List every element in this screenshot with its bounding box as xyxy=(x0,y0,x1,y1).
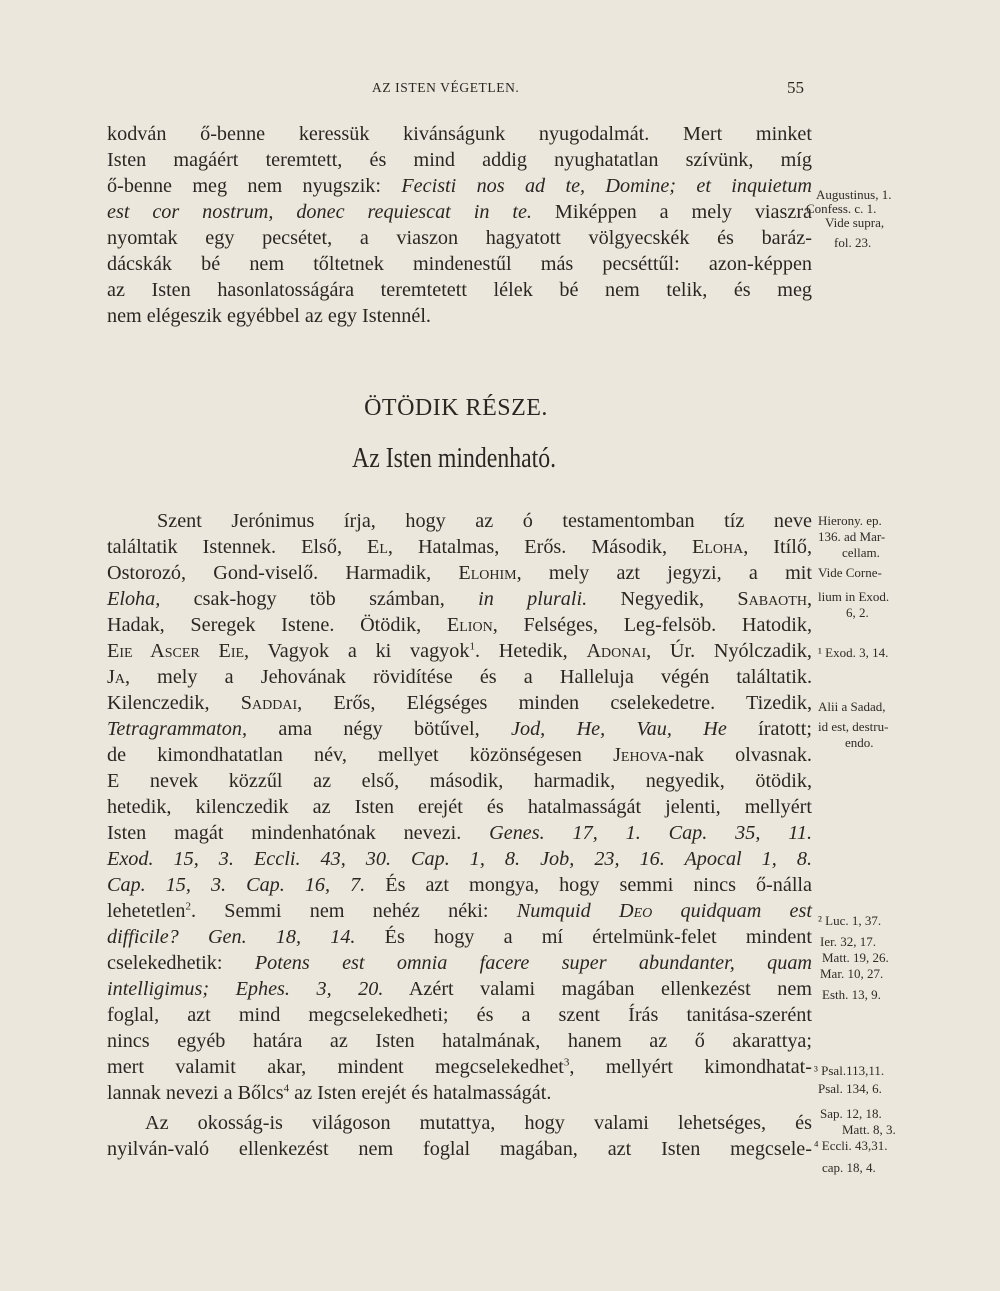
text-line: Kilenczedik, Saddai, Erős, Elégséges minden cselekedetre. Tizedik, xyxy=(107,692,812,714)
text-line: Eloha, csak-hogy töb számban, in plurali. Negyedik, Sabaoth, xyxy=(107,588,812,610)
text-line: Hadak, Seregek Istene. Ötödik, Elion, Felséges, Leg-felsöb. Hatodik, xyxy=(107,614,812,636)
text-line: Cap. 15, 3. Cap. 16, 7. És azt mongya, hogy semmi nincs ő-nálla xyxy=(107,874,813,896)
text-line xyxy=(107,173,812,199)
margin-note: Psal. 134, 6. xyxy=(818,1081,882,1096)
margin-note: cap. 18, 4. xyxy=(822,1160,876,1175)
margin-note: cellam. xyxy=(842,545,880,560)
footnote-ref: 4 xyxy=(283,1082,290,1095)
text-line: E nevek közzűl az első, második, harmadik, negyedik, ötödik, xyxy=(107,770,812,792)
margin-note: Sap. 12, 18. xyxy=(820,1106,882,1121)
section-subtitle-text: Az Isten mindenható. xyxy=(352,442,557,474)
margin-note: ⁴ Eccli. 43,31. xyxy=(814,1138,888,1153)
text-line: nincs egyéb határa az Isten hatalmának, hanem az ő akarattya; xyxy=(107,1030,812,1052)
text-line xyxy=(107,199,812,225)
margin-note: Mar. 10, 27. xyxy=(820,966,884,981)
text-line: kodván ő-benne keressük kivánságunk nyugodalmát. Mert minket xyxy=(107,123,812,145)
margin-note: ² Luc. 1, 37. xyxy=(818,913,882,928)
page-number: 55 xyxy=(787,78,804,97)
footnote-ref: 2 xyxy=(185,900,191,913)
margin-note: 136. ad Mar- xyxy=(818,529,886,544)
text-line: mert valamit akar, mindent megcselekedhet$^3$, mellyért kimondhatat- xyxy=(107,1056,812,1078)
footnote-ref: 1 xyxy=(469,640,475,653)
text-line: lannak nevezi a Bőlcs$^4$ az Isten erejét és hatalmasságát. xyxy=(107,1082,552,1104)
text-line: difficile? Gen. 18, 14. És hogy a mí értelmünk-felet mindent xyxy=(107,926,812,948)
margin-note: Ier. 32, 17. xyxy=(820,934,876,949)
text-line: az Isten hasonlatosságára teremtetett lélek bé nem telik, és meg xyxy=(107,279,812,301)
margin-note: endo. xyxy=(845,735,874,750)
text-line: nyilván-való ellenkezést nem foglal magában, azt Isten megcsele- xyxy=(107,1138,812,1160)
text-line: Ostorozó, Gond-viselő. Harmadik, Elohim, mely azt jegyzi, a mit xyxy=(107,562,812,584)
text-line: foglal, azt mind megcselekedheti; és a szent Írás tanitása-szerént xyxy=(107,1004,812,1026)
margin-note: Vide supra, xyxy=(825,215,885,230)
text-line: találtatik Istennek. Első, El, Hatalmas, Erős. Második, Eloha, Itílő, xyxy=(107,536,812,558)
margin-note: Vide Corne- xyxy=(818,565,882,580)
text-line: lehetetlen$^2$. Semmi nem nehéz néki: Numquid Deo quidquam est xyxy=(107,900,812,922)
text-line: nyomtak egy pecsétet, a viaszon hagyatott völgyecskék és baráz- xyxy=(107,227,812,249)
margin-note: id est, destru- xyxy=(818,719,889,734)
section-title-text: ÖTÖDIK RÉSZE. xyxy=(364,395,548,421)
running-title: AZ ISTEN VÉGETLEN. xyxy=(372,80,520,95)
margin-note: fol. 23. xyxy=(834,235,872,250)
text-span: Miképpen a mely viaszra xyxy=(531,201,812,223)
latin-quote: Fecisti nos ad te, Domine; et inquietum xyxy=(401,175,812,197)
text-line: Tetragrammaton, ama négy bötűvel, Jod, He, Vau, He íratott; xyxy=(107,718,812,740)
section-subtitle xyxy=(90,442,910,475)
margin-note: lium in Exod. xyxy=(818,589,890,604)
text-line: nem elégeszik egyébbel az egy Istennél. xyxy=(107,305,431,327)
margin-note: ³ Psal.113,11. xyxy=(814,1063,885,1078)
margin-note: Hierony. ep. xyxy=(818,513,882,528)
text-line: Exod. 15, 3. Eccli. 43, 30. Cap. 1, 8. Job, 23, 16. Apocal 1, 8. xyxy=(107,848,812,870)
text-line: intelligimus; Ephes. 3, 20. Azért valami magában ellenkezést nem xyxy=(107,978,812,1000)
footnote-ref: 3 xyxy=(563,1056,570,1069)
text-line: dácskák bé nem tőltetnek mindenestűl más pecséttűl: azon-képpen xyxy=(107,253,812,275)
text-line: Az okosság-is világoson mutattya, hogy valami lehetséges, és xyxy=(145,1112,812,1134)
latin-quote: est cor nostrum, donec requiescat in te. xyxy=(107,201,532,223)
text-line: Szent Jerónimus írja, hogy az ó testamentomban tíz neve xyxy=(157,510,812,532)
margin-note: Alii a Sadad, xyxy=(818,699,886,714)
text-line: Eie Ascer Eie, Vagyok a ki vagyok$^1$. Hetedik, Adonai, Úr. Nyólczadik, xyxy=(107,640,812,662)
margin-note: Matt. 19, 26. xyxy=(822,950,889,965)
margin-note: Matt. 8, 3. xyxy=(842,1122,896,1137)
text-line: de kimondhatatlan név, mellyet közönségesen Jehova-nak olvasnak. xyxy=(107,744,812,766)
text-line: hetedik, kilenczedik az Isten erejét és hatalmasságát jelenti, mellyért xyxy=(107,796,812,818)
margin-note: ¹ Exod. 3, 14. xyxy=(818,645,889,660)
margin-note: Esth. 13, 9. xyxy=(822,987,881,1002)
text-span: ő-benne meg nem nyugszik: xyxy=(107,175,402,197)
margin-note: Confess. c. 1. xyxy=(806,201,877,216)
text-line: cselekedhetik: Potens est omnia facere super abundanter, quam xyxy=(107,952,812,974)
margin-note: 6, 2. xyxy=(846,605,869,620)
section-title xyxy=(0,395,1000,422)
text-line: Ja, mely a Jehovának rövidítése és a Halleluja végén találtatik. xyxy=(107,666,812,688)
margin-note: Augustinus, 1. xyxy=(816,187,892,202)
text-line: Isten magát mindenhatónak nevezi. Genes. 17, 1. Cap. 35, 11. xyxy=(107,822,812,844)
text-line: Isten magáért teremtett, és mind addig nyughatatlan szívünk, míg xyxy=(107,149,812,171)
